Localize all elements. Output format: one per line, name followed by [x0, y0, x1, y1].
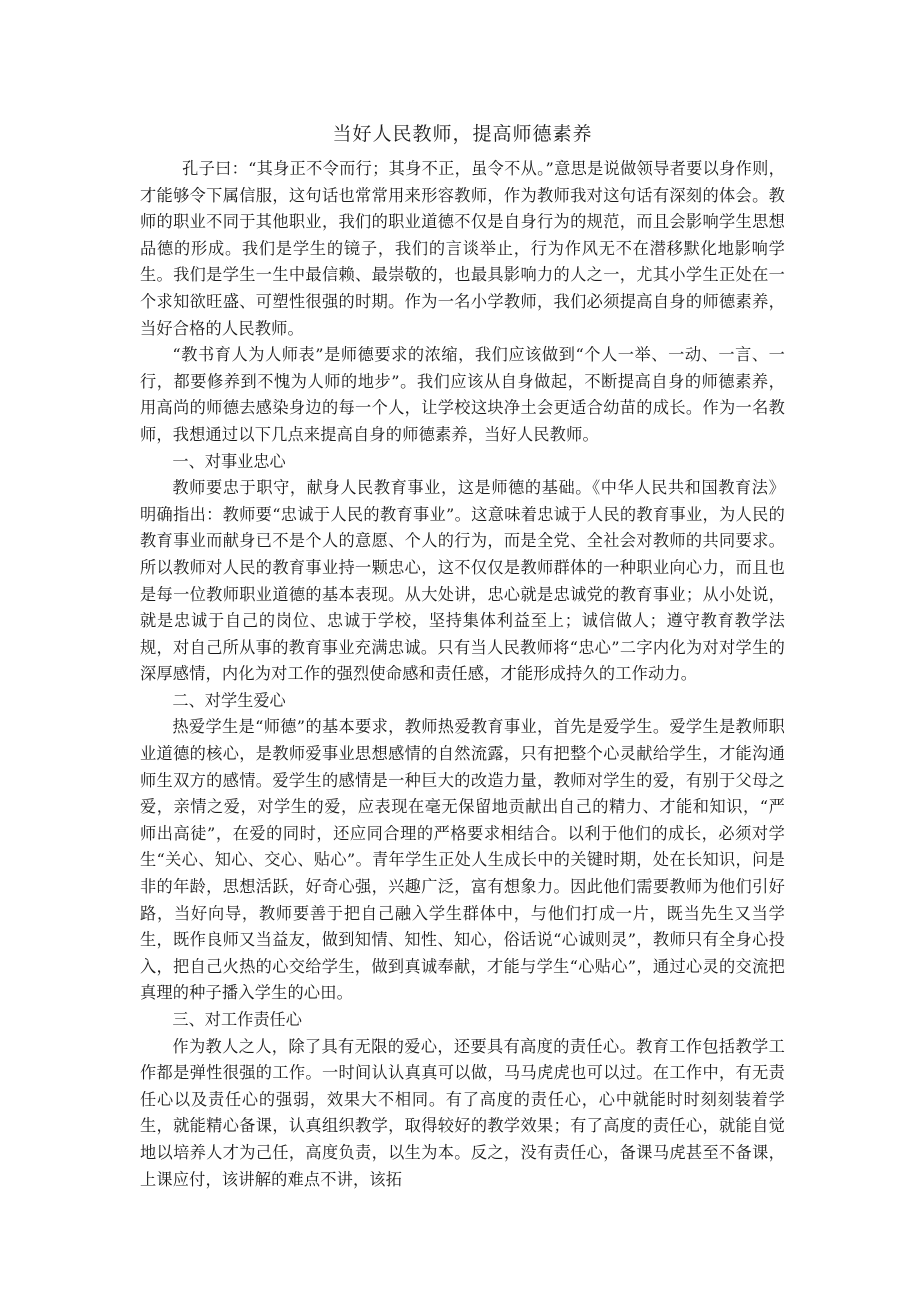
section-2-heading: 二、对学生爱心: [172, 690, 286, 710]
intro-paragraph-1: 孔子曰：“其身正不令而行；其身不正，虽令不从。”意思是说做领导者要以身作则，才能够令下属信服，这句话也常常用来形容教师，作为教师我对这句话有深刻的体会。教师的职业不同于其他职业，我们的职业道德不仅是自身行为的规范，而且会影响学生思想品德的形成。我们是学生的镜子，我们的言谈举止，行为作风无不在潜移默化地影响学生。我们是学生一生中最信赖、最崇敬的，也最具影响力的人之一，尤其小学生正处在一个求知欲旺盛、可塑性很强的时期。作为一名小学教师，我们必须提高自身的师德素养，当好合格的人民教师。: [140, 159, 785, 338]
section-1-heading: 一、对事业忠心: [172, 451, 286, 471]
section-3-heading: 三、对工作责任心: [172, 1010, 302, 1029]
section-1-paragraph: 教师要忠于职守，献身人民教育事业，这是师德的基础。《中华人民共和国教育法》明确指出：教师要“忠诚于人民的教育事业”。这意味着忠诚于人民的教育事业，为人民的教育事业而献身已不是个人的意愿、个人的行为，而是全党、全社会对教师的共同要求。所以教师对人民的教育事业持一颗忠心，这不仅仅是教师群体的一种职业向心力，而且也是每一位教师职业道德的基本表现。从大处讲，忠心就是忠诚党的教育事业；从小处说，就是忠诚于自己的岗位、忠诚于学校，坚持集体利益至上；诚信做人；遵守教育教学法规，对自己所从事的教育事业充满忠诚。只有当人民教师将“忠心”二字内化为对对学生的深厚感情，内化为对工作的强烈使命感和责任感，才能形成持久的工作动力。: [140, 478, 785, 684]
section-2-paragraph: 热爱学生是“师德”的基本要求，教师热爱教育事业，首先是爱学生。爱学生是教师职业道德的核心，是教师爱事业思想感情的自然流露，只有把整个心灵献给学生，才能沟通师生双方的感情。爱学生的感情是一种巨大的改造力量，教师对学生的爱，有别于父母之爱，亲情之爱，对学生的爱，应表现在毫无保留地贡献出自己的精力、才能和知识，“严师出高徒”，在爱的同时，还应同合理的严格要求相结合。以利于他们的成长，必须对学生“关心、知心、交心、贴心”。青年学生正处人生成长中的关键时期，处在长知识，问是非的年龄，思想活跃，好奇心强，兴趣广泛，富有想象力。因此他们需要教师为他们引好路，当好向导，教师要善于把自己融入学生群体中，与他们打成一片，既当先生又当学生，既作良师又当益友，做到知情、知性、知心，俗话说“心诚则灵”，教师只有全身心投入，把自己火热的心交给学生，做到真诚奉献，才能与学生“心贴心”，通过心灵的交流把真理的种子播入学生的心田。: [140, 717, 785, 1003]
intro-paragraph-2: “教书育人为人师表”是师德要求的浓缩，我们应该做到“个人一举、一动、一言、一行，都要修养到不愧为人师的地步”。我们应该从自身做起，不断提高自身的师德素养，用高尚的师德去感染身边的每一个人，让学校这块净土会更适合幼苗的成长。作为一名教师，我想通过以下几点来提高自身的师德素养，当好人民教师。: [140, 345, 785, 444]
document-page: [140, 118, 785, 1193]
section-3-paragraph: 作为教人之人，除了具有无限的爱心，还要具有高度的责任心。教育工作包括教学工作都是弹性很强的工作。一时间认认真真可以做，马马虎虎也可以过。在工作中，有无责任心以及责任心的强弱，效果大不相同。有了高度的责任心，心中就能时时刻刻装着学生，就能精心备课，认真组织教学，取得较好的教学效果；有了高度的责任心，就能自觉地以培养人才为己任，高度负责，以生为本。反之，没有责任心，备课马虎甚至不备课，上课应付，该讲解的难点不讲，该拓: [140, 1036, 785, 1189]
document-title: 当好人民教师，提高师德素养: [332, 123, 593, 145]
